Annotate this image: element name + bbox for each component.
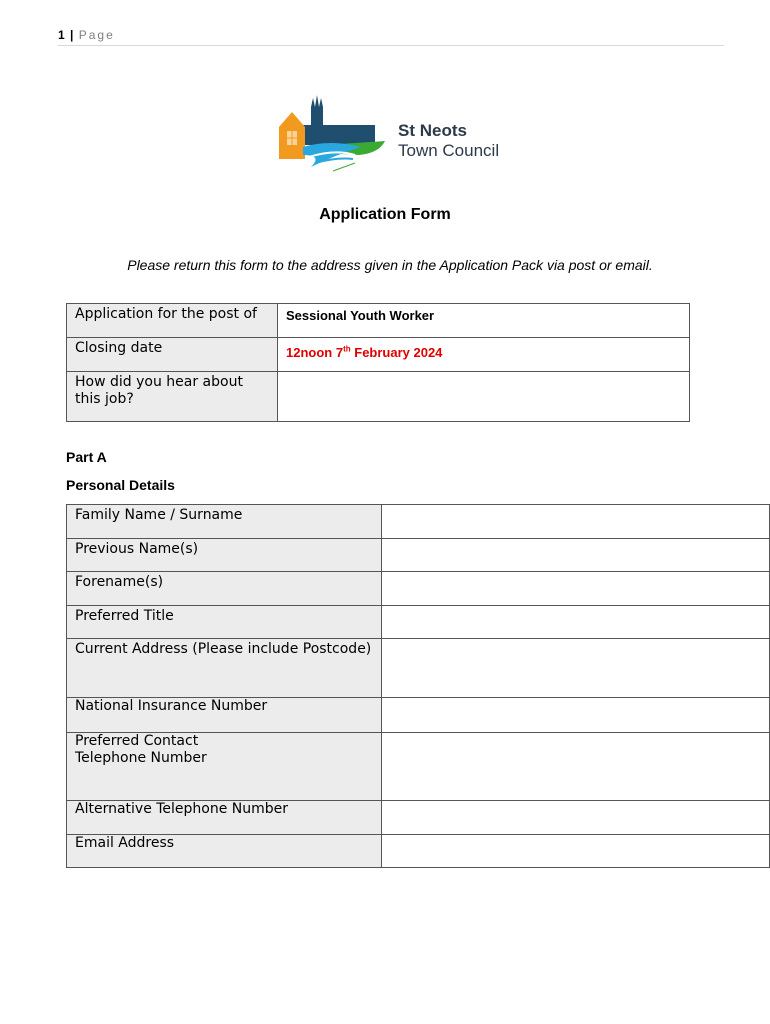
table-row — [67, 698, 770, 733]
hear-about-label: How did you hear about this job? — [67, 372, 278, 422]
post-label: Application for the post of — [67, 304, 278, 338]
table-row — [67, 539, 770, 572]
alt-phone-label: Alternative Telephone Number — [67, 801, 382, 835]
closing-date-suffix: February 2024 — [350, 345, 443, 361]
table-row — [67, 372, 690, 422]
preferred-title-label: Preferred Title — [67, 606, 382, 639]
table-row — [67, 338, 690, 372]
form-instructions: Please return this form to the address given in the Application Pack via post or email. — [127, 257, 653, 273]
closing-date-ordinal: th — [343, 345, 351, 354]
hear-about-field[interactable] — [278, 372, 690, 422]
logo-line-2: Town Council — [398, 141, 500, 160]
forenames-label: Forename(s) — [67, 572, 382, 606]
email-label: Email Address — [67, 835, 382, 868]
phone-label: Preferred Contact Telephone Number — [67, 733, 382, 801]
previous-names-label: Previous Name(s) — [67, 539, 382, 572]
closing-date-prefix: 12noon 7 — [286, 345, 344, 361]
table-row — [67, 639, 770, 698]
page-separator: | — [70, 28, 74, 42]
closing-date-value — [278, 338, 690, 372]
table-row — [67, 572, 770, 606]
job-details-table — [66, 303, 690, 422]
council-logo-icon — [275, 95, 395, 175]
alt-phone-field[interactable] — [382, 801, 770, 835]
closing-date-label: Closing date — [67, 338, 278, 372]
address-field[interactable] — [382, 639, 770, 698]
address-label: Current Address (Please include Postcode) — [67, 639, 382, 698]
council-logo — [275, 95, 515, 175]
page-header — [58, 28, 724, 46]
ni-number-field[interactable] — [382, 698, 770, 733]
section-heading: Personal Details — [66, 477, 175, 493]
post-value[interactable] — [278, 304, 690, 338]
email-field[interactable] — [382, 835, 770, 868]
logo-line-1: St Neots — [398, 121, 467, 140]
form-title: Application Form — [319, 206, 451, 223]
table-row — [67, 505, 770, 539]
post-value-text: Sessional Youth Worker — [286, 308, 435, 323]
phone-field[interactable] — [382, 733, 770, 801]
surname-field[interactable] — [382, 505, 770, 539]
table-row — [67, 304, 690, 338]
table-row — [67, 801, 770, 835]
previous-names-field[interactable] — [382, 539, 770, 572]
part-heading: Part A — [66, 449, 107, 465]
forenames-field[interactable] — [382, 572, 770, 606]
page-number: 1 — [58, 28, 65, 42]
preferred-title-field[interactable] — [382, 606, 770, 639]
logo-text — [398, 121, 499, 161]
ni-number-label: National Insurance Number — [67, 698, 382, 733]
table-row — [67, 606, 770, 639]
personal-details-table — [66, 504, 770, 868]
table-row — [67, 733, 770, 801]
page-label: Page — [78, 28, 115, 42]
surname-label: Family Name / Surname — [67, 505, 382, 539]
table-row — [67, 835, 770, 868]
